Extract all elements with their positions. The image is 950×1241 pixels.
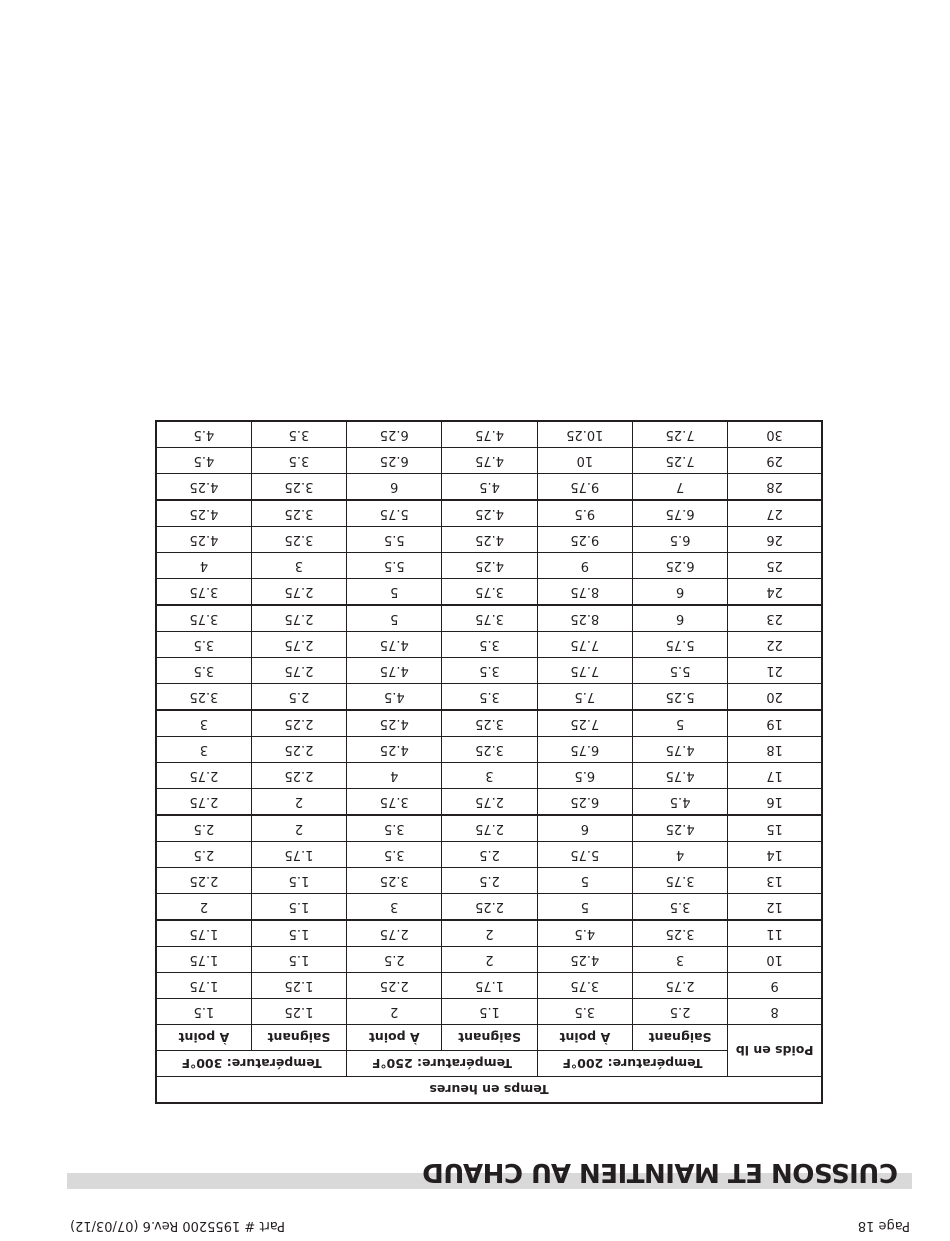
time-cell: 3.25 xyxy=(251,474,346,501)
time-cell: 4.25 xyxy=(156,500,251,527)
weight-cell: 8 xyxy=(728,999,822,1025)
time-cell: 6.25 xyxy=(347,448,442,474)
time-cell: 5.75 xyxy=(347,500,442,527)
time-cell: 6 xyxy=(632,579,727,606)
time-cell: 4.5 xyxy=(442,474,537,501)
time-cell: 1.5 xyxy=(156,999,251,1025)
time-cell: 1.75 xyxy=(156,947,251,973)
part-number: Part # 1955200 Rev.6 (07/03/12) xyxy=(70,1218,286,1233)
weight-header: Poids en lb xyxy=(728,1025,822,1077)
table-row xyxy=(156,632,822,658)
time-cell: 10.25 xyxy=(537,421,632,448)
weight-cell: 26 xyxy=(728,527,822,553)
table-row xyxy=(156,973,822,999)
time-cell: 5 xyxy=(537,894,632,921)
time-cell: 4.5 xyxy=(156,448,251,474)
table-row xyxy=(156,789,822,816)
time-cell: 4 xyxy=(347,763,442,789)
time-cell: 3.25 xyxy=(347,868,442,894)
time-cell: 2.75 xyxy=(442,789,537,816)
time-cell: 3.5 xyxy=(442,684,537,711)
time-cell: 2.75 xyxy=(251,658,346,684)
weight-cell: 20 xyxy=(728,684,822,711)
page-number: Page 18 xyxy=(857,1218,910,1233)
time-cell: 2.25 xyxy=(347,973,442,999)
time-cell: 3.75 xyxy=(632,868,727,894)
weight-cell: 29 xyxy=(728,448,822,474)
time-cell: 3.5 xyxy=(251,421,346,448)
time-cell: 5.5 xyxy=(347,553,442,579)
table-body xyxy=(156,421,822,1025)
weight-cell: 24 xyxy=(728,579,822,606)
time-cell: 4 xyxy=(156,553,251,579)
doneness-header: À point xyxy=(537,1025,632,1051)
time-cell: 3.5 xyxy=(347,815,442,842)
time-cell: 1.75 xyxy=(251,842,346,868)
time-cell: 5.5 xyxy=(632,658,727,684)
time-cell: 2.5 xyxy=(442,842,537,868)
time-cell: 2 xyxy=(251,815,346,842)
weight-cell: 18 xyxy=(728,737,822,763)
time-cell: 9.25 xyxy=(537,527,632,553)
time-cell: 7.25 xyxy=(632,421,727,448)
time-cell: 6.25 xyxy=(347,421,442,448)
time-cell: 7.25 xyxy=(537,710,632,737)
weight-cell: 17 xyxy=(728,763,822,789)
time-cell: 4.75 xyxy=(632,737,727,763)
time-cell: 2.25 xyxy=(251,763,346,789)
time-cell: 2 xyxy=(251,789,346,816)
weight-cell: 27 xyxy=(728,500,822,527)
table-row xyxy=(156,999,822,1025)
time-cell: 3.25 xyxy=(156,684,251,711)
time-cell: 2.75 xyxy=(156,763,251,789)
weight-cell: 25 xyxy=(728,553,822,579)
time-cell: 4.25 xyxy=(442,500,537,527)
time-cell: 3.5 xyxy=(251,448,346,474)
weight-cell: 23 xyxy=(728,605,822,632)
table-row xyxy=(156,947,822,973)
time-cell: 3.5 xyxy=(632,894,727,921)
weight-cell: 30 xyxy=(728,421,822,448)
time-cell: 5 xyxy=(347,605,442,632)
table-row xyxy=(156,474,822,501)
cooking-time-table xyxy=(155,420,823,1104)
time-cell: 3.25 xyxy=(251,500,346,527)
weight-cell: 21 xyxy=(728,658,822,684)
weight-cell: 10 xyxy=(728,947,822,973)
time-cell: 3.25 xyxy=(442,737,537,763)
time-cell: 3.5 xyxy=(347,842,442,868)
time-cell: 6.75 xyxy=(537,737,632,763)
time-cell: 3 xyxy=(156,710,251,737)
time-cell: 4.25 xyxy=(442,527,537,553)
time-cell: 4.25 xyxy=(347,710,442,737)
time-cell: 4.5 xyxy=(537,920,632,947)
doneness-header: Saignant xyxy=(251,1025,346,1051)
table-row xyxy=(156,605,822,632)
time-cell: 3.75 xyxy=(442,579,537,606)
time-cell: 4.25 xyxy=(442,553,537,579)
time-cell: 3.25 xyxy=(251,527,346,553)
time-cell: 6.75 xyxy=(632,500,727,527)
time-cell: 2.5 xyxy=(156,842,251,868)
time-cell: 2.5 xyxy=(442,868,537,894)
doneness-header: À point xyxy=(347,1025,442,1051)
time-cell: 3.75 xyxy=(156,579,251,606)
time-cell: 5 xyxy=(632,710,727,737)
time-cell: 3 xyxy=(156,737,251,763)
time-cell: 2.5 xyxy=(251,684,346,711)
time-cell: 1.5 xyxy=(251,947,346,973)
time-cell: 2.75 xyxy=(156,789,251,816)
table-row xyxy=(156,763,822,789)
time-cell: 3 xyxy=(347,894,442,921)
temperature-header-300: Température: 300°F xyxy=(156,1051,347,1077)
weight-cell: 19 xyxy=(728,710,822,737)
time-cell: 6.25 xyxy=(537,789,632,816)
time-cell: 4.25 xyxy=(347,737,442,763)
time-cell: 7.75 xyxy=(537,632,632,658)
table-row xyxy=(156,894,822,921)
time-cell: 7.25 xyxy=(632,448,727,474)
table-row xyxy=(156,500,822,527)
time-cell: 9 xyxy=(537,553,632,579)
time-cell: 2.25 xyxy=(156,868,251,894)
table-row xyxy=(156,579,822,606)
time-cell: 4.25 xyxy=(156,474,251,501)
time-cell: 3 xyxy=(442,763,537,789)
section-header xyxy=(67,1149,912,1189)
time-cell: 3 xyxy=(251,553,346,579)
time-cell: 5 xyxy=(537,868,632,894)
time-cell: 3.75 xyxy=(156,605,251,632)
time-cell: 2 xyxy=(442,947,537,973)
time-cell: 4.25 xyxy=(632,815,727,842)
time-cell: 9.75 xyxy=(537,474,632,501)
time-cell: 4.75 xyxy=(442,448,537,474)
table-row xyxy=(156,920,822,947)
time-cell: 5.75 xyxy=(632,632,727,658)
time-cell: 3.75 xyxy=(347,789,442,816)
time-cell: 2.5 xyxy=(156,815,251,842)
weight-cell: 11 xyxy=(728,920,822,947)
time-cell: 2 xyxy=(442,920,537,947)
time-cell: 1.75 xyxy=(156,920,251,947)
time-cell: 1.5 xyxy=(251,868,346,894)
time-cell: 6.5 xyxy=(537,763,632,789)
time-cell: 5 xyxy=(347,579,442,606)
time-cell: 8.75 xyxy=(537,579,632,606)
time-cell: 2.75 xyxy=(251,579,346,606)
section-title: CUISSON ET MAINTIEN AU CHAUD xyxy=(422,1157,898,1187)
time-cell: 1.75 xyxy=(156,973,251,999)
doneness-header: Saignant xyxy=(632,1025,727,1051)
table-row xyxy=(156,527,822,553)
weight-cell: 15 xyxy=(728,815,822,842)
time-cell: 7.5 xyxy=(537,684,632,711)
time-cell: 6.25 xyxy=(632,553,727,579)
time-cell: 4.25 xyxy=(537,947,632,973)
time-cell: 6.5 xyxy=(632,527,727,553)
weight-cell: 22 xyxy=(728,632,822,658)
time-cell: 3.75 xyxy=(442,605,537,632)
time-cell: 6 xyxy=(347,474,442,501)
table-title: Temps en heures xyxy=(156,1077,822,1104)
weight-cell: 14 xyxy=(728,842,822,868)
time-cell: 2.75 xyxy=(251,605,346,632)
time-cell: 7.75 xyxy=(537,658,632,684)
time-cell: 2.25 xyxy=(442,894,537,921)
time-cell: 1.25 xyxy=(251,999,346,1025)
time-cell: 3.25 xyxy=(442,710,537,737)
time-cell: 4.75 xyxy=(442,421,537,448)
time-cell: 2.5 xyxy=(347,947,442,973)
time-cell: 3 xyxy=(632,947,727,973)
time-cell: 6 xyxy=(537,815,632,842)
time-cell: 3.25 xyxy=(632,920,727,947)
time-cell: 2 xyxy=(347,999,442,1025)
table-row xyxy=(156,868,822,894)
time-cell: 3.5 xyxy=(537,999,632,1025)
time-cell: 5.5 xyxy=(347,527,442,553)
table-row xyxy=(156,737,822,763)
doneness-header: À point xyxy=(156,1025,251,1051)
time-cell: 4.5 xyxy=(156,421,251,448)
table-row xyxy=(156,710,822,737)
time-cell: 9.5 xyxy=(537,500,632,527)
time-cell: 2 xyxy=(156,894,251,921)
time-cell: 2.25 xyxy=(251,710,346,737)
time-cell: 3.5 xyxy=(156,632,251,658)
table-row xyxy=(156,815,822,842)
time-cell: 2.25 xyxy=(251,737,346,763)
weight-cell: 16 xyxy=(728,789,822,816)
time-cell: 8.25 xyxy=(537,605,632,632)
time-cell: 2.75 xyxy=(347,920,442,947)
table-row xyxy=(156,658,822,684)
time-cell: 10 xyxy=(537,448,632,474)
doneness-header: Saignant xyxy=(442,1025,537,1051)
weight-cell: 13 xyxy=(728,868,822,894)
time-cell: 3.75 xyxy=(537,973,632,999)
time-cell: 4 xyxy=(632,842,727,868)
time-cell: 4.75 xyxy=(347,632,442,658)
temperature-header-250: Température: 250°F xyxy=(347,1051,538,1077)
table-row xyxy=(156,684,822,711)
time-cell: 4.25 xyxy=(156,527,251,553)
time-cell: 7 xyxy=(632,474,727,501)
weight-cell: 28 xyxy=(728,474,822,501)
table-row xyxy=(156,448,822,474)
weight-cell: 9 xyxy=(728,973,822,999)
time-cell: 3.5 xyxy=(442,632,537,658)
time-cell: 1.25 xyxy=(251,973,346,999)
time-cell: 1.75 xyxy=(442,973,537,999)
table-row xyxy=(156,553,822,579)
time-cell: 4.75 xyxy=(347,658,442,684)
time-cell: 2.75 xyxy=(632,973,727,999)
time-cell: 5.25 xyxy=(632,684,727,711)
table-row xyxy=(156,842,822,868)
time-cell: 4.5 xyxy=(632,789,727,816)
time-cell: 2.5 xyxy=(632,999,727,1025)
table-row xyxy=(156,421,822,448)
time-cell: 6 xyxy=(632,605,727,632)
time-cell: 5.75 xyxy=(537,842,632,868)
time-cell: 1.5 xyxy=(442,999,537,1025)
time-cell: 4.75 xyxy=(632,763,727,789)
time-cell: 3.5 xyxy=(442,658,537,684)
time-cell: 1.5 xyxy=(251,894,346,921)
time-cell: 1.5 xyxy=(251,920,346,947)
weight-cell: 12 xyxy=(728,894,822,921)
time-cell: 4.5 xyxy=(347,684,442,711)
time-cell: 3.5 xyxy=(156,658,251,684)
time-cell: 2.75 xyxy=(251,632,346,658)
temperature-header-200: Température: 200°F xyxy=(537,1051,728,1077)
time-cell: 2.75 xyxy=(442,815,537,842)
